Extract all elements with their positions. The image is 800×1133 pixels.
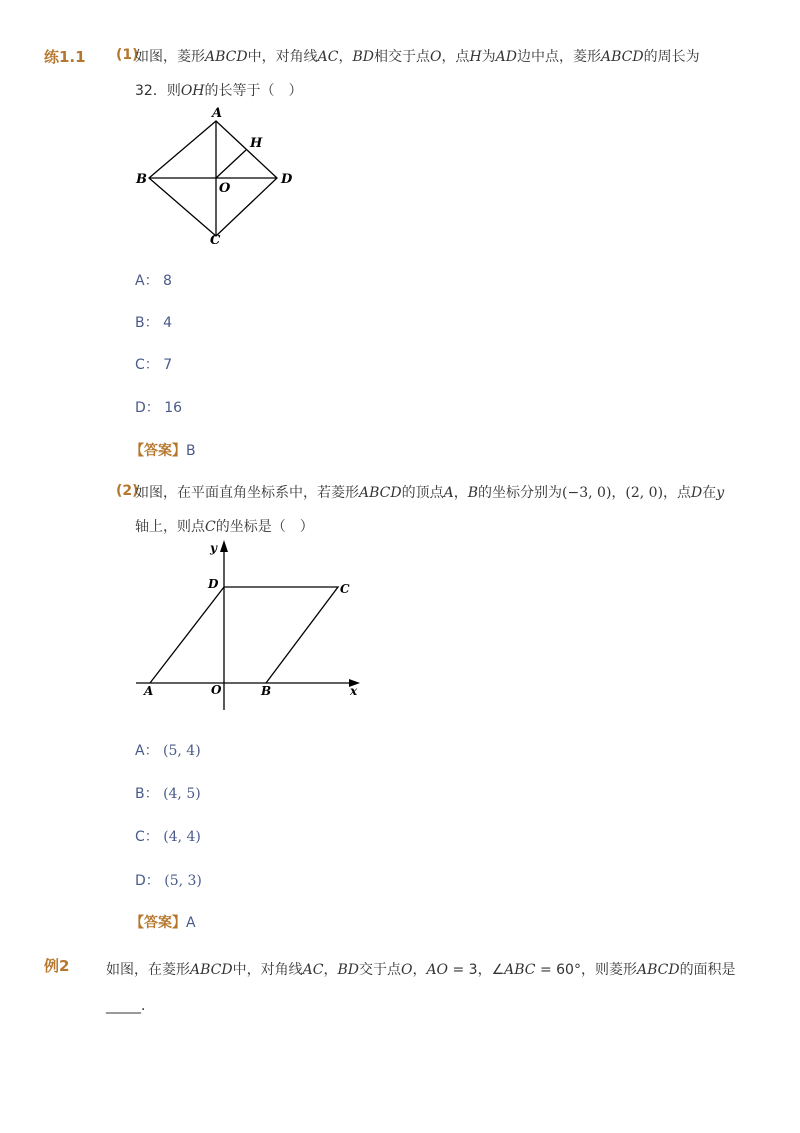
answer-value: A [186, 915, 196, 931]
ex2-text: 交于点 [358, 962, 401, 978]
label-b: B [261, 684, 272, 698]
q1-text: 边中点，菱形 [517, 49, 601, 65]
example-2-line-1 [106, 959, 736, 979]
q2-text: ， [453, 485, 468, 501]
ex2-text: ， [323, 962, 338, 978]
q1-text: 为 [481, 49, 496, 65]
q1-math: OH [180, 83, 205, 99]
ex2-text: 中，对角线 [232, 962, 303, 978]
label-d: D [281, 172, 293, 187]
label-o: O [219, 181, 231, 196]
q2-text: ，点 [663, 485, 692, 501]
q1-text: 的长等于（ ） [204, 83, 303, 99]
segment-oh [216, 150, 246, 178]
q1-math: AC [317, 49, 339, 65]
option-key: A： [135, 273, 159, 289]
q2-coord: (−3, 0) [562, 485, 612, 501]
label-c: C [210, 233, 221, 247]
q1-math: BD [352, 49, 374, 65]
q2-answer [130, 912, 196, 932]
question-2-line-1 [135, 482, 724, 502]
q1-text: ， [338, 49, 353, 65]
label-o: O [211, 683, 222, 697]
q2-math: y [716, 485, 725, 501]
option-key: B： [135, 315, 159, 331]
coordinate-figure [130, 538, 370, 713]
label-a: A [144, 684, 154, 698]
rhombus-abcd [150, 587, 338, 683]
option-key: C： [135, 357, 159, 373]
q2-text: 在 [702, 485, 717, 501]
label-d: D [208, 577, 219, 591]
q1-math: ABCD [601, 49, 644, 65]
question-2-line-2 [135, 516, 314, 536]
q1-text: 32．则 [135, 83, 181, 99]
ex2-math: ABCD [636, 962, 680, 978]
q1-text: ，点 [441, 49, 470, 65]
label-a: A [212, 106, 223, 121]
q2-text: ， [611, 485, 626, 501]
option-value: 16 [164, 400, 183, 416]
q2-math: D [691, 485, 703, 501]
q2-text: 的顶点 [401, 485, 444, 501]
q2-math: C [205, 519, 216, 535]
q1-text: 相交于点 [373, 49, 430, 65]
practice-tag: 练1.1 [44, 48, 86, 66]
ex2-math: ABCD [190, 962, 233, 978]
option-key: D： [135, 400, 160, 416]
q1-option-b[interactable] [135, 312, 172, 332]
option-key: A： [135, 743, 159, 759]
question-2-number: (2) [116, 483, 139, 499]
ex2-text: ， [412, 962, 427, 978]
q1-math: H [469, 49, 482, 65]
ex2-math: AC [302, 962, 324, 978]
ex2-text: 如图，在菱形 [106, 962, 190, 978]
q1-math: AD [495, 49, 517, 65]
ex2-math: ABC [504, 962, 536, 978]
ex2-math: O [400, 962, 413, 978]
y-arrow [220, 540, 228, 552]
option-value: (4, 4) [163, 829, 201, 845]
question-1-line-1 [135, 46, 700, 66]
q2-math: B [467, 485, 479, 501]
ex2-math: BD [337, 962, 359, 978]
q2-math: A [443, 485, 454, 501]
q2-option-d[interactable] [135, 870, 202, 890]
option-value: 4 [163, 315, 172, 331]
q1-math: ABCD [205, 49, 248, 65]
q2-option-c[interactable] [135, 826, 201, 846]
option-value: 8 [163, 273, 172, 289]
q2-option-b[interactable] [135, 783, 201, 803]
answer-value: B [186, 443, 196, 459]
label-c: C [340, 582, 350, 596]
ex2-text: = 3，∠ [448, 962, 505, 978]
q2-text: 如图，在平面直角坐标系中，若菱形 [135, 485, 359, 501]
question-1-line-2 [135, 80, 303, 100]
q1-answer [130, 440, 196, 460]
label-x: x [350, 684, 358, 698]
q1-option-a[interactable] [135, 270, 172, 290]
ex2-math: AO [426, 962, 449, 978]
q2-math: ABCD [359, 485, 402, 501]
option-value: (5, 4) [163, 743, 201, 759]
q1-text: 如图，菱形 [135, 49, 205, 65]
ex2-text: = 60°，则菱形 [535, 962, 637, 978]
q1-option-d[interactable] [135, 397, 182, 417]
label-b: B [136, 172, 147, 187]
option-key: B： [135, 786, 159, 802]
q1-text: 的周长为 [643, 49, 700, 65]
answer-label: 【答案】 [130, 915, 186, 931]
q2-text: 轴上，则点 [135, 519, 205, 535]
q1-option-c[interactable] [135, 354, 172, 374]
q2-coord: (2, 0) [625, 485, 664, 501]
q1-text: 中，对角线 [247, 49, 318, 65]
option-value: (4, 5) [163, 786, 201, 802]
q2-text: 的坐标是（ ） [215, 519, 314, 535]
option-value: 7 [163, 357, 173, 373]
rhombus-figure [130, 102, 300, 247]
label-h: H [250, 136, 263, 151]
option-key: C： [135, 829, 159, 845]
q1-math: O [429, 49, 442, 65]
label-y: y [210, 541, 217, 555]
answer-label: 【答案】 [130, 443, 186, 459]
ex2-text: 的面积是 [679, 962, 736, 978]
q2-text: 的坐标分别为 [478, 485, 563, 501]
q2-option-a[interactable] [135, 740, 201, 760]
option-value: (5, 3) [164, 873, 202, 889]
question-1-number: (1) [116, 47, 139, 63]
example-tag: 例2 [44, 957, 70, 975]
example-2-blank: _____． [106, 998, 155, 1014]
option-key: D： [135, 873, 160, 889]
